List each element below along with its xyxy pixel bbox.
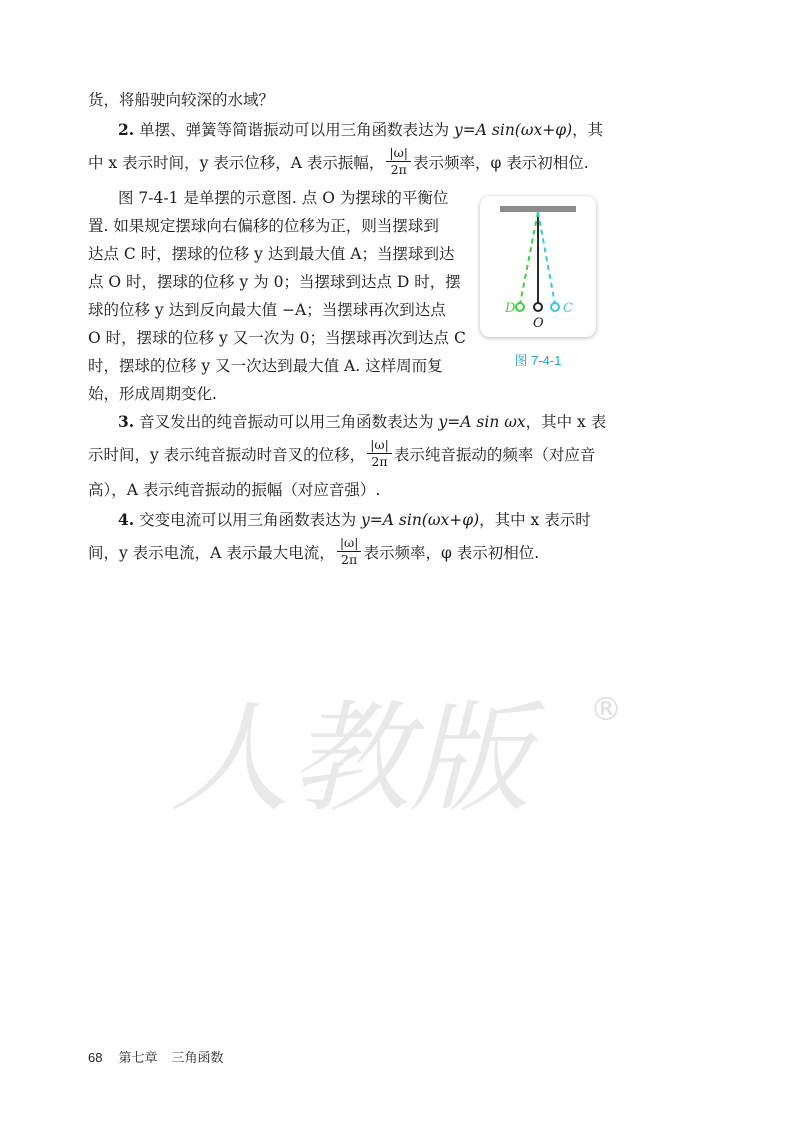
watermark-graphic — [170, 680, 640, 840]
paragraph-4-line-2 — [88, 535, 540, 570]
figure-text-line: 球的位移 y 达到反向最大值 −A；当摆球再次到达点 — [88, 301, 446, 319]
text-span: 表示纯音振动的频率（对应音 — [393, 445, 596, 464]
registered-mark: ® — [590, 690, 622, 728]
figure-text-line: 置. 如果规定摆球向右偏移的位移为正，则当摆球到 — [88, 217, 439, 235]
text-span: 音叉发出的纯音振动可以用三角函数表达为 — [134, 413, 439, 431]
text-span: 中 x 表示时间，y 表示位移，A 表示振幅， — [88, 153, 385, 172]
label-o: O — [533, 316, 544, 331]
figure-text-line: 时，摆球的位移 y 又一次达到最大值 A. 这样周而复 — [88, 357, 443, 375]
page-footer — [88, 1047, 224, 1066]
item-number: 2. — [118, 120, 135, 139]
pendulum-support-bar — [500, 206, 576, 212]
text-span: 示时间，y 表示纯音振动时音叉的位移， — [88, 445, 366, 464]
text-span: 交变电流可以用三角函数表达为 — [134, 511, 362, 529]
text-span: ，其 — [572, 121, 604, 139]
figure-text-line: 点 O 时，摆球的位移 y 为 0；当摆球到达点 D 时，摆 — [88, 273, 461, 291]
publisher-watermark-logo — [170, 680, 640, 840]
fraction: $\frac{|\omega|}{2\pi}$ — [367, 438, 392, 470]
page-number: 68 — [88, 1050, 103, 1065]
fraction: $\frac{|\omega|}{2\pi}$ — [337, 536, 362, 568]
formula: y=A sin ωx — [438, 413, 526, 431]
text-span: 单摆、弹簧等简谐振动可以用三角函数表达为 — [134, 121, 455, 139]
chapter-title: 三角函数 — [171, 1051, 224, 1066]
paragraph-3-line-2 — [88, 437, 596, 472]
figure-text-line: 图 7-4-1 是单摆的示意图. 点 O 为摆球的平衡位 — [118, 189, 449, 207]
paragraph-3-line-3: 高），A 表示纯音振动的振幅（对应音强）. — [88, 481, 381, 499]
formula: y=A sin(ωx+φ) — [361, 511, 480, 529]
text-span: 表示频率，φ 表示初相位. — [413, 153, 589, 172]
pendulum-figure — [480, 196, 596, 337]
paragraph-3-line-1 — [88, 410, 606, 432]
ball-o — [534, 303, 542, 311]
fraction: $\frac{|\omega|}{2\pi}$ — [386, 146, 411, 178]
pendulum-diagram — [480, 196, 596, 337]
figure-text-line: 达点 C 时，摆球的位移 y 达到最大值 A；当摆球到达 — [88, 245, 455, 263]
text-span: ，其中 x 表 — [525, 413, 607, 431]
ball-c — [551, 303, 559, 311]
label-d: D — [505, 301, 516, 316]
ball-d — [516, 303, 524, 311]
text-span: ，其中 x 表示时 — [479, 511, 591, 529]
item-number: 3. — [118, 412, 135, 431]
text-span: 间，y 表示电流，A 表示最大电流， — [88, 543, 335, 562]
paragraph-2-line-1 — [88, 118, 603, 140]
formula: y=A sin(ωx+φ) — [454, 121, 573, 139]
watermark-glyphs: 人教版 — [170, 690, 530, 829]
figure-text-line: 始，形成周期变化. — [88, 385, 217, 403]
text-span: 表示频率，φ 表示初相位. — [363, 543, 540, 562]
pendulum-string-d — [520, 212, 538, 304]
label-c: C — [563, 301, 573, 316]
text-line: 货，将船驶向较深的水域？ — [88, 91, 275, 109]
chapter-label: 第七章 — [118, 1051, 158, 1066]
figure-caption: 图 7-4-1 — [514, 353, 562, 368]
item-number: 4. — [118, 510, 135, 529]
paragraph-4-line-1 — [88, 508, 591, 530]
paragraph-2-line-2 — [88, 145, 589, 180]
pendulum-string-c — [538, 212, 555, 304]
figure-text-line: O 时，摆球的位移 y 又一次为 0；当摆球再次到达点 C — [88, 329, 466, 347]
